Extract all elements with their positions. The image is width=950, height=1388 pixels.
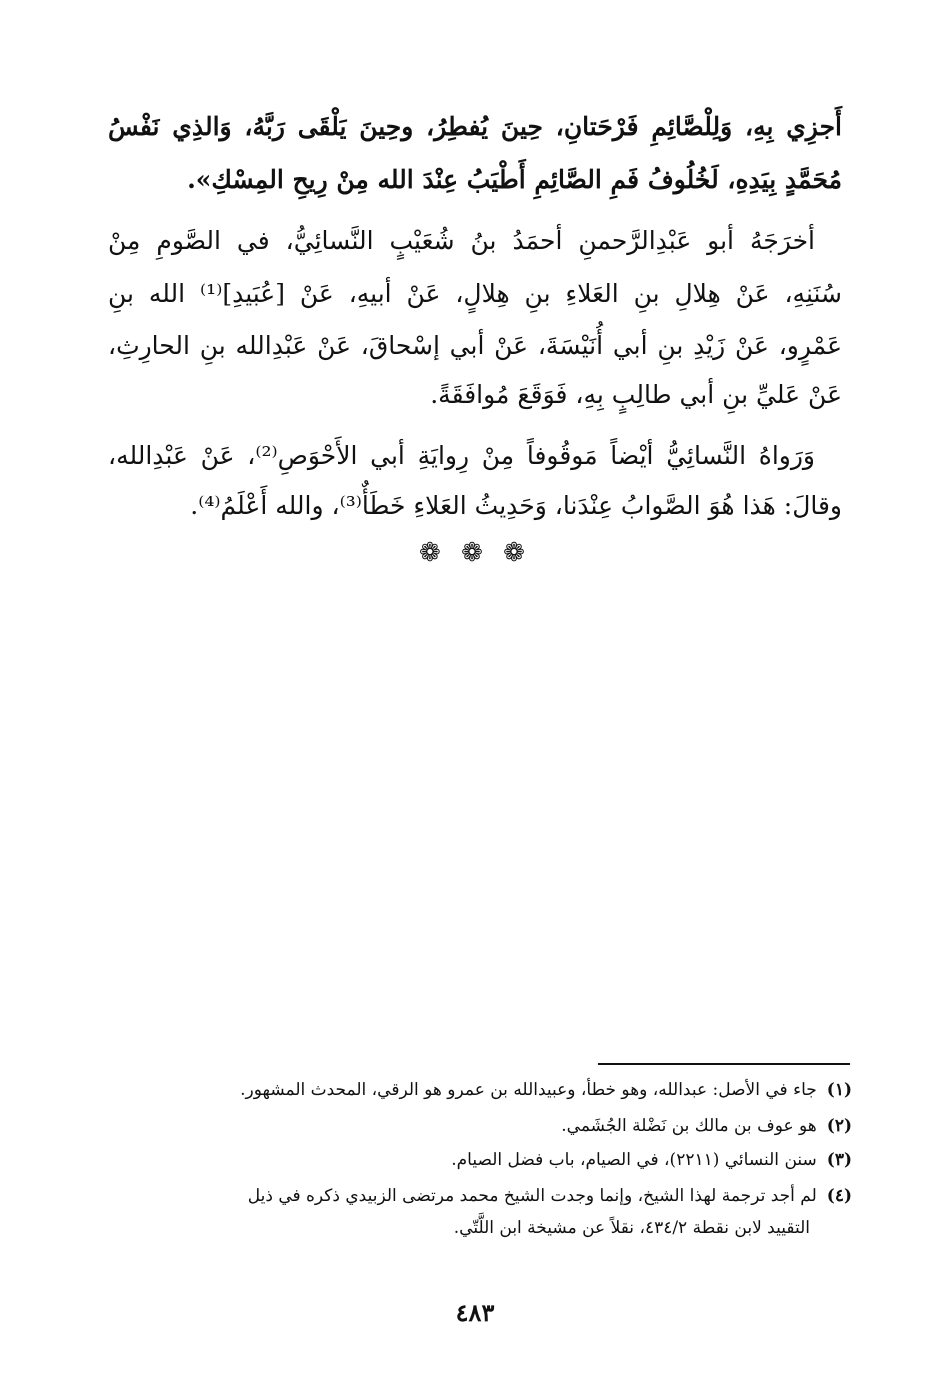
paragraph-line xyxy=(108,279,842,308)
paragraph-line xyxy=(190,491,842,520)
paragraph-line-text: عَمْرٍو، عَنْ زَيْدِ بنِ أبي أُنَيْسَةَ، عَنْ أبي إسْحاقَ، عَنْ عَبْدِالله بنِ الحارِثِ، xyxy=(108,331,842,360)
footnote-text: جاء في الأصل: عبدالله، وهو خطأ، وعبيدالله بن عمرو هو الرقي، المحدث المشهور. xyxy=(240,1080,817,1100)
footnote xyxy=(108,1116,852,1136)
paragraph-line xyxy=(108,226,815,255)
paragraph-line xyxy=(430,380,842,409)
page-number: ٤٨٣ xyxy=(455,1298,495,1327)
hadith-line xyxy=(108,112,842,141)
footnote xyxy=(108,1150,852,1170)
footnote-number: (١) xyxy=(826,1080,852,1100)
hadith-line-text: مُحَمَّدٍ بِيَدِهِ، لَخُلُوفُ فَمِ الصَّائِمِ أَطْيَبُ عِنْدَ الله مِنْ رِيحِ المِسْكِ». xyxy=(187,165,842,194)
paragraph-line-text: وَرَواهُ النَّسائِيُّ أيْضاً مَوقُوفاً مِنْ رِوايَةِ أبي الأَحْوَصِ⁽²⁾، عَنْ عَبْدِالله، xyxy=(108,441,815,470)
paragraph-line xyxy=(108,331,842,360)
section-ornament: ❁ ❁ ❁ xyxy=(419,538,531,568)
footnote-divider xyxy=(598,1063,850,1065)
footnote-number: (٢) xyxy=(826,1116,852,1136)
footnote xyxy=(108,1186,852,1206)
footnote-continuation: التقييد لابن نقطة ٤٣٤/٢، نقلاً عن مشيخة ابن اللَّتّي. xyxy=(453,1218,810,1238)
footnote-number: (٤) xyxy=(826,1186,852,1206)
hadith-line xyxy=(187,165,842,194)
footnote-number: (٣) xyxy=(826,1150,852,1170)
paragraph-line xyxy=(108,441,815,470)
footnote-text: هو عوف بن مالك بن نَضْلة الجُشَمي. xyxy=(561,1116,817,1136)
footnote-text: سنن النسائي (٢٢١١)، في الصيام، باب فضل الصيام. xyxy=(451,1150,817,1170)
footnote-text: لم أجد ترجمة لهذا الشيخ، وإنما وجدت الشيخ محمد مرتضى الزبيدي ذكره في ذيل xyxy=(247,1186,817,1206)
hadith-line-text: أَجزِي بِهِ، وَلِلْصَّائِمِ فَرْحَتانِ، حِينَ يُفطِرُ، وحِينَ يَلْقَى رَبَّهُ، وَالذِي نَفْسُ xyxy=(108,112,842,141)
paragraph-line-text: وقالَ: هَذا هُوَ الصَّوابُ عِنْدَنا، وَحَدِيثُ العَلاءِ خَطَأٌ⁽³⁾، والله أَعْلَمُ⁽⁴⁾. xyxy=(190,491,842,520)
paragraph-line-text: عَنْ عَليِّ بنِ أبي طالِبٍ بِهِ، فَوَقَعَ مُوافَقَةً. xyxy=(430,380,842,409)
paragraph-line-text: سُنَنِهِ، عَنْ هِلالِ بنِ العَلاءِ بنِ هِلالٍ، عَنْ أبيهِ، عَنْ [عُبَيدِ]⁽¹⁾ الله بنِ xyxy=(108,279,842,308)
paragraph-line-text: أخرَجَهُ أبو عَبْدِالرَّحمنِ أحمَدُ بنُ شُعَيْبٍ النَّسائِيُّ، في الصَّومِ مِنْ xyxy=(108,226,815,255)
footnote xyxy=(108,1080,852,1100)
